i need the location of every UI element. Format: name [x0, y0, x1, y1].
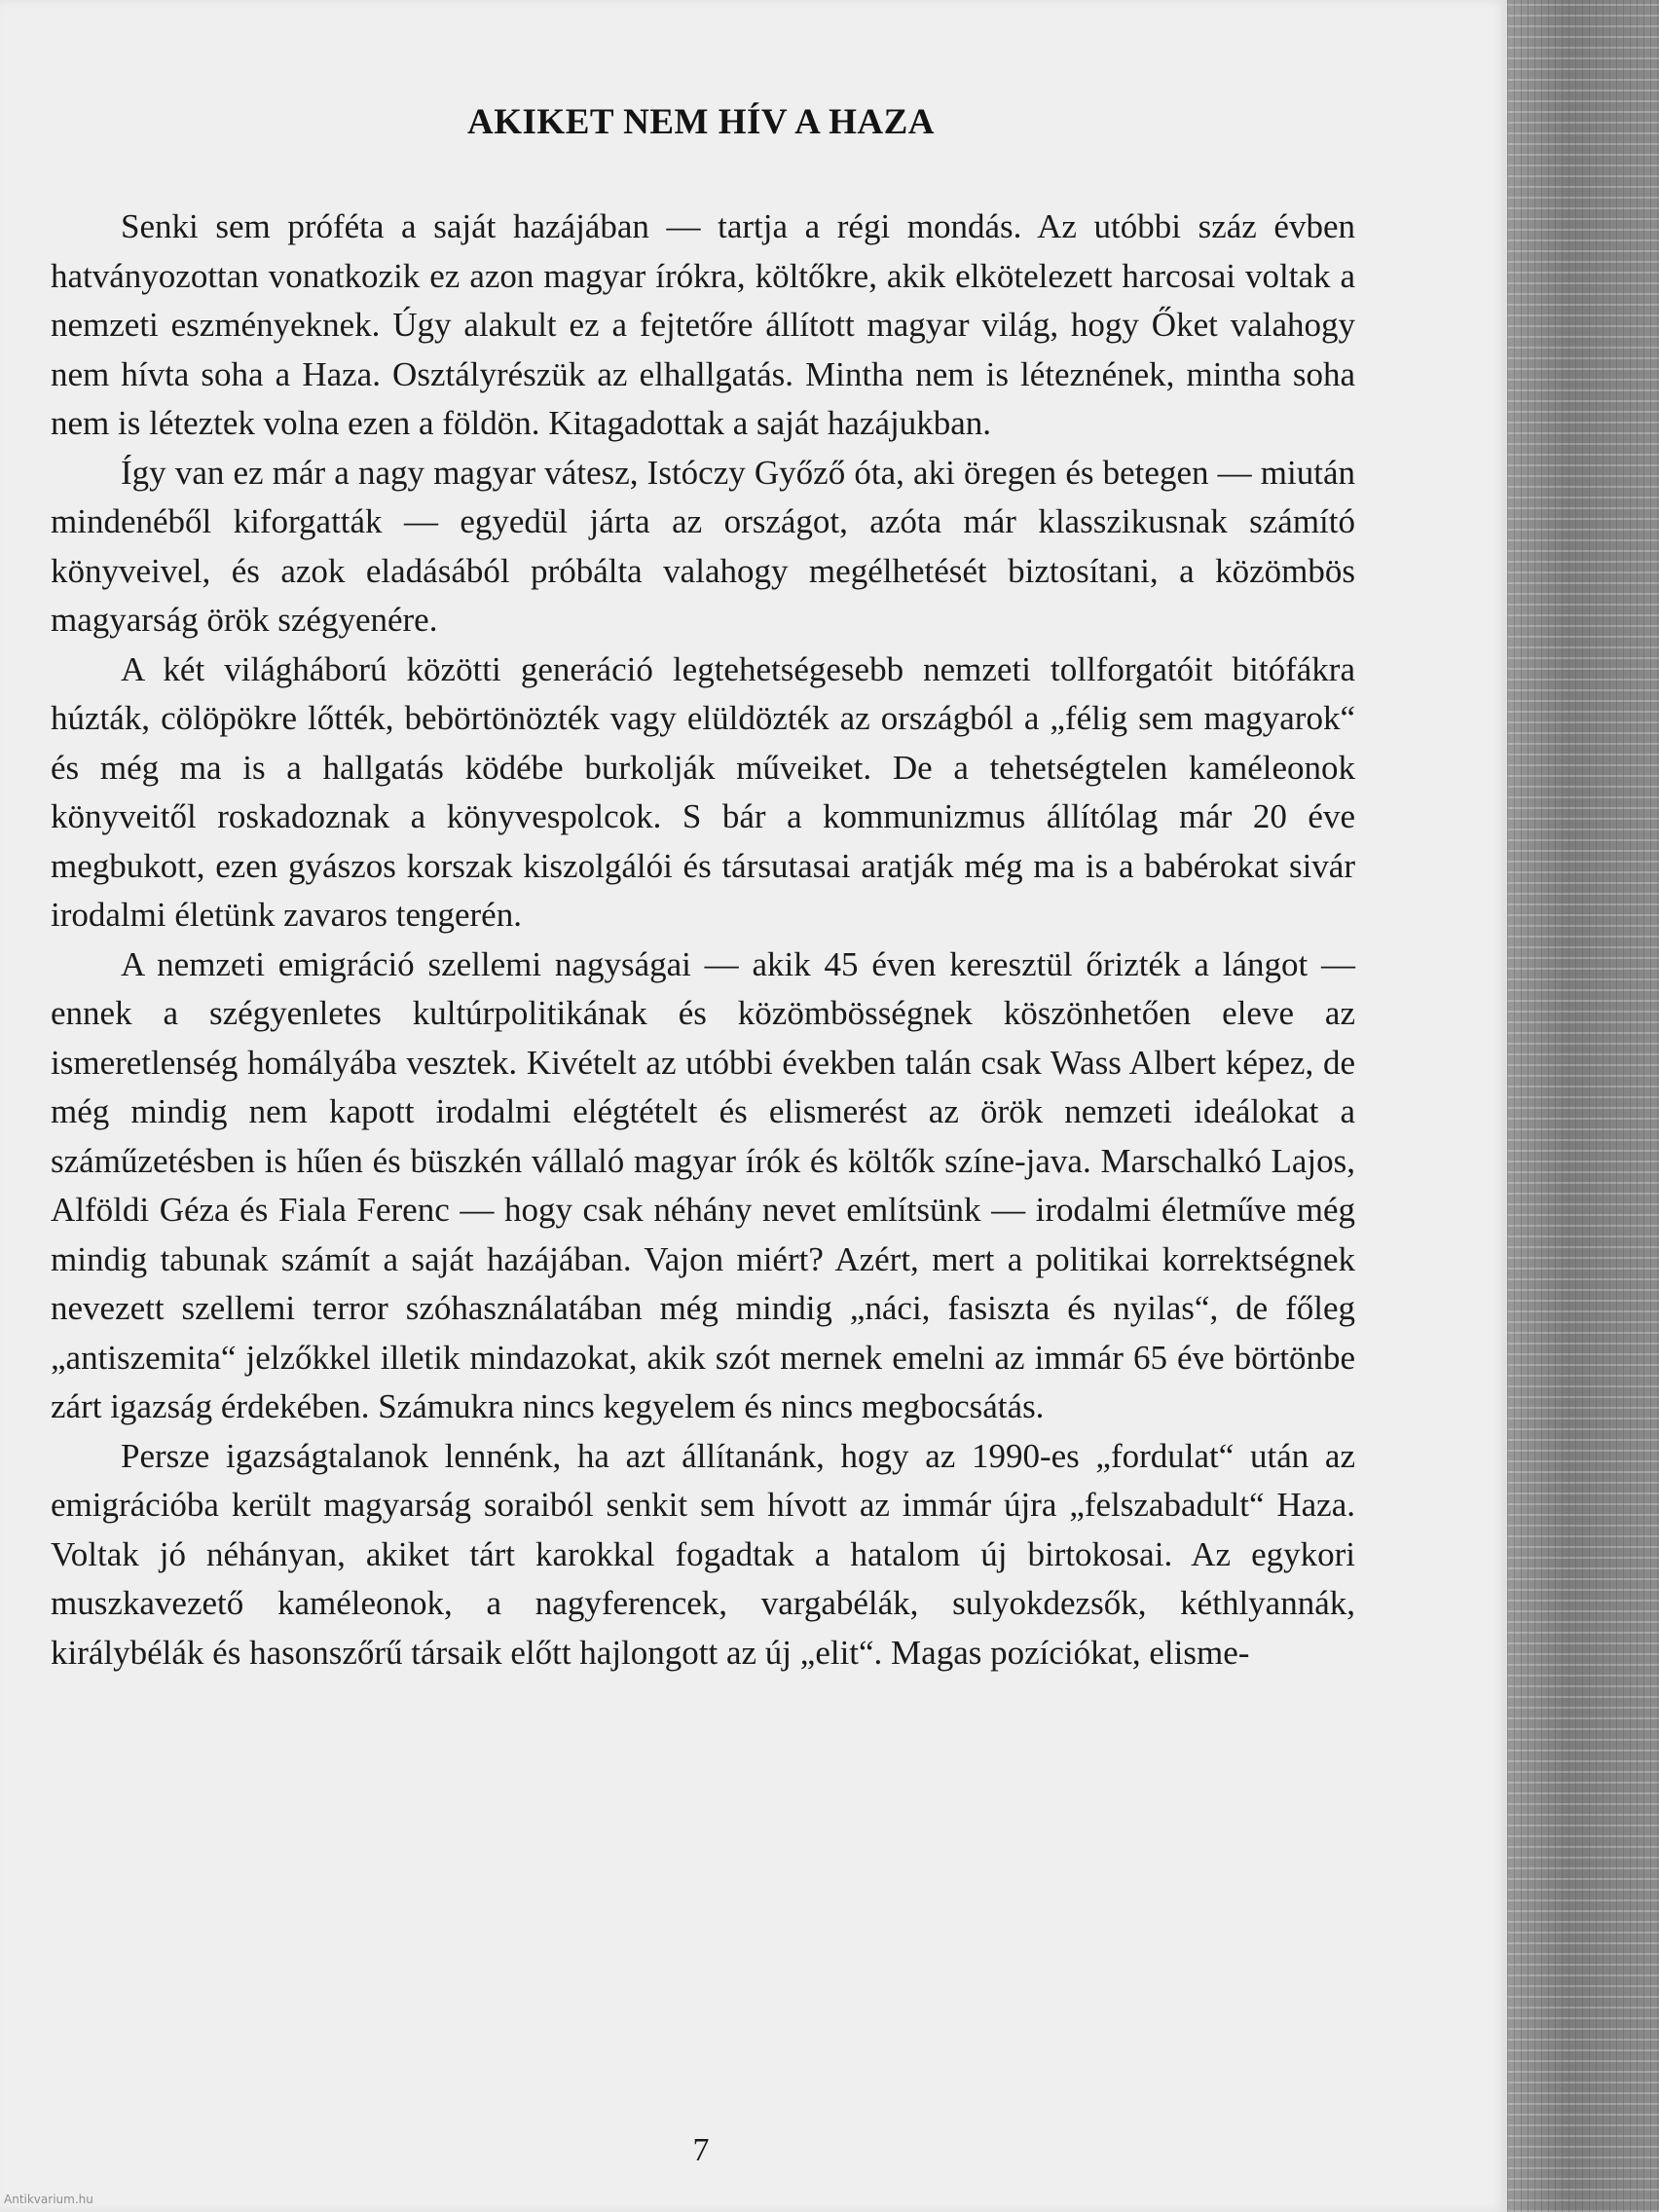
paragraph: A két világháború közötti generáció legtehetségesebb nemzeti tollforgatóit bitófákra húzták, cölöpökre lőtték, bebörtönözték vagy elüldözték az országból a „félig sem magyarok“ és még ma is a hallgatás ködébe burkolják műveiket. De a tehetségtelen kaméleonok könyveitől roskadoznak a könyvespolcok. S bár a kommunizmus állítólag már 20 éve megbukott, ezen gyászos korszak kiszolgálói és társutasai aratják még ma is a babérokat sivár irodalmi életünk zavaros tengerén.	[51, 649, 1355, 934]
paragraph: Így van ez már a nagy magyar vátesz, Istóczy Győző óta, aki öregen és betegen — miután mindenéből kiforgatták — egyedül járta az országot, azóta már klasszikusnak számító könyveivel, és azok eladásából próbálta valahogy megélhetését biztosítani, a közömbös magyarság örök szégyenére.	[51, 453, 1355, 639]
body-text	[51, 203, 1355, 1677]
paragraph: Persze igazságtalanok lennénk, ha azt állítanánk, hogy az 1990-es „fordulat“ után az emigrációba került magyarság soraiból senkit sem hívott az immár újra „felszabadult“ Haza. Voltak jó néhányan, akiket tárt karokkal fogadtak a hatalom új birtokosai. Az egykori muszkavezető kaméleonok, a nagyferencek, vargabélák, sulyokdezsők, kéthlyannák, királybélák és hasonszőrű társaik előtt hajlongott az új „elit“. Magas pozíciókat, elisme-	[51, 1436, 1355, 1672]
page-number: 7	[692, 2132, 710, 2168]
paragraph: A nemzeti emigráció szellemi nagyságai — akik 45 éven keresztül őrizték a lángot — ennek a szégyenletes kultúrpolitikának és közömbösségnek köszönhetően eleve az ismeretlenség homályába vesztek. Kivételt az utóbbi években talán csak Wass Albert képez, de még mindig nem kapott irodalmi elégtételt és elismerést az örök nemzeti ideálokat a száműzetésben is hűen és büszkén vállaló magyar írók és költők színe-java. Marschalkó Lajos, Alföldi Géza és Fiala Ferenc — hogy csak néhány nevet említsünk — irodalmi életműve még mindig tabunak számít a saját hazájában. Vajon miért? Azért, mert a politikai korrektségnek nevezett szellemi terror szóhasználatában még mindig „náci, fasiszta és nyilas“, de főleg „antiszemita“ jelzőkkel illetik mindazokat, akik szót mernek emelni az immár 65 éve börtönbe zárt igazság érdekében. Számukra nincs kegyelem és nincs megbocsátás.	[51, 944, 1355, 1425]
paragraph: Senki sem próféta a saját hazájában — tartja a régi mondás. Az utóbbi száz évben hatványozottan vonatkozik ez azon magyar írókra, költőkre, akik elkötelezett harcosai voltak a nemzeti eszményeknek. Úgy alakult ez a fejtetőre állított magyar világ, hogy Őket valahogy nem hívta soha a Haza. Osztályrészük az elhallgatás. Mintha nem is léteznének, mintha soha nem is léteztek volna ezen a földön. Kitagadottak a saját hazájukban.	[51, 207, 1355, 442]
background-surface	[1507, 0, 1659, 2212]
chapter-title: AKIKET NEM HÍV A HAZA	[467, 102, 935, 142]
watermark: Antikvarium.hu	[4, 2193, 93, 2206]
